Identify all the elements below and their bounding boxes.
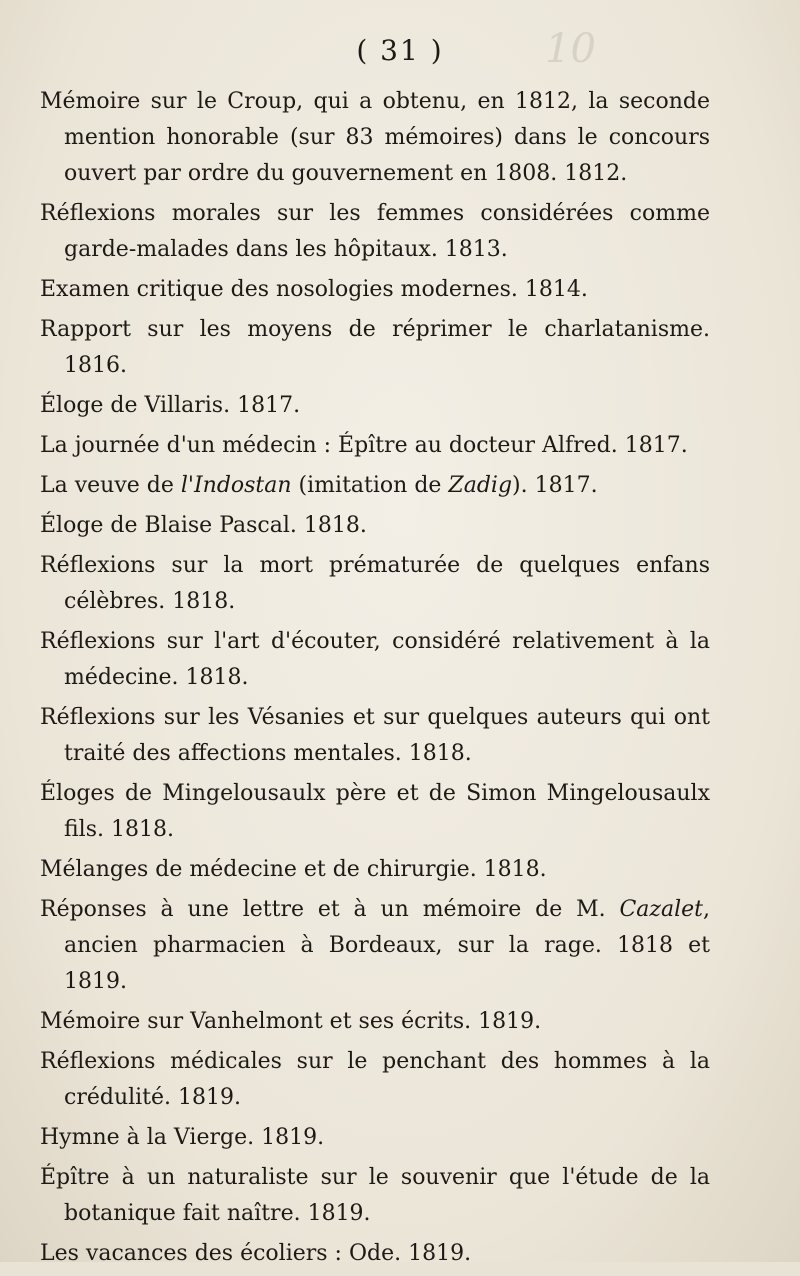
- list-item: Mémoire sur Vanhelmont et ses écrits. 1819.: [40, 1009, 542, 1034]
- list-item: Épître à un naturaliste sur le souvenir que l'étude de la botanique fait naître. 1819.: [40, 1165, 710, 1226]
- list-item: Réflexions morales sur les femmes considérées comme garde-malades dans les hôpitaux. 1813.: [40, 201, 710, 262]
- list-item: La journée d'un médecin : Épître au docteur Alfred. 1817.: [40, 433, 688, 458]
- list-item: Hymne à la Vierge. 1819.: [40, 1125, 325, 1150]
- list-item: Rapport sur les moyens de réprimer le charlatanisme. 1816.: [40, 317, 710, 378]
- handwritten-mark-bleedthrough: 10: [545, 26, 596, 72]
- list-item: Mélanges de médecine et de chirurgie. 1818.: [40, 857, 547, 882]
- list-item: Examen critique des nosologies modernes. 1814.: [40, 277, 588, 302]
- list-item: Les vacances des écoliers : Ode. 1819.: [40, 1241, 472, 1266]
- list-item: Réflexions sur l'art d'écouter, considéré relativement à la médecine. 1818.: [40, 629, 710, 690]
- list-item: Réponses à une lettre et à un mémoire de M. Cazalet, ancien pharmacien à Bordeaux, sur la rage. 1818 et 1819.: [40, 897, 710, 994]
- list-item: Réflexions médicales sur le penchant des hommes à la crédulité. 1819.: [40, 1049, 710, 1110]
- list-item: Éloge de Villaris. 1817.: [40, 393, 301, 418]
- list-item: Éloges de Mingelousaulx père et de Simon Mingelousaulx fils. 1818.: [40, 781, 710, 842]
- list-item: La veuve de l'Indostan (imitation de Zadig). 1817.: [40, 473, 598, 498]
- list-item: Mémoire sur le Croup, qui a obtenu, en 1812, la seconde mention honorable (sur 83 mémoires) dans le concours ouvert par ordre du gouvernement en 1808. 1812.: [40, 89, 710, 186]
- page-number: ( 31 ): [356, 34, 444, 67]
- publication-list: [40, 84, 710, 1276]
- list-item: Réflexions sur la mort prématurée de quelques enfans célèbres. 1818.: [40, 553, 710, 614]
- list-item: Éloge de Blaise Pascal. 1818.: [40, 513, 367, 538]
- list-item: Réflexions sur les Vésanies et sur quelques auteurs qui ont traité des affections mentales. 1818.: [40, 705, 710, 766]
